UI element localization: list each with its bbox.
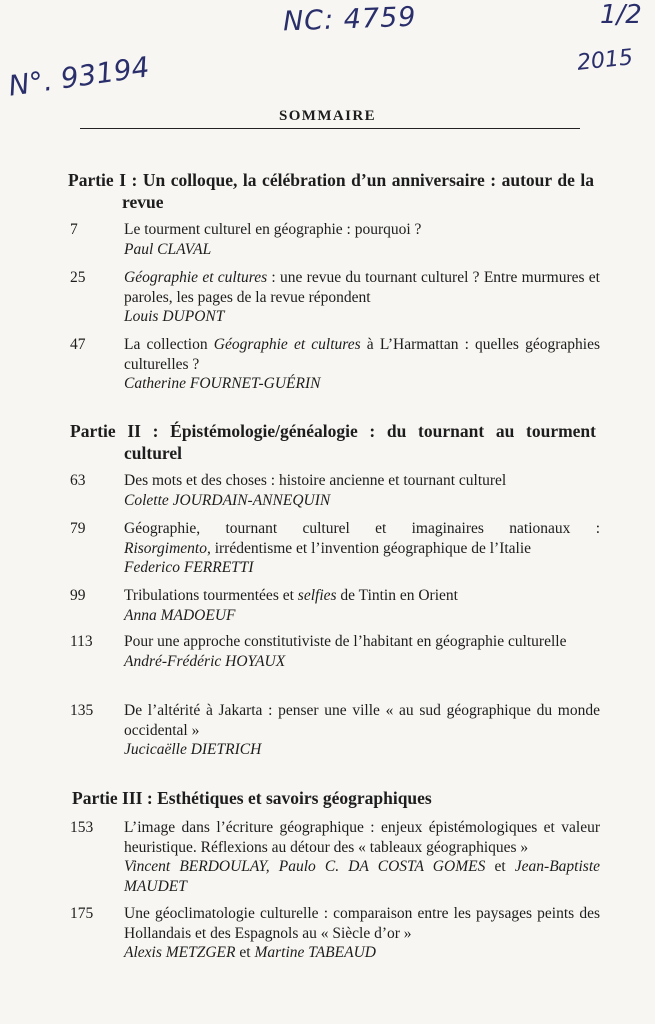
toc-entry	[70, 904, 600, 963]
entry-page-number: 175	[70, 905, 94, 922]
entry-author	[124, 943, 600, 963]
entry-page-number: 135	[70, 702, 94, 719]
toc-entry	[70, 471, 600, 510]
entry-title-start: Tribulations tourmentées et	[124, 587, 298, 604]
part-3-heading-text	[72, 787, 598, 809]
entry-page-number: 79	[70, 520, 86, 537]
toc-entry	[70, 268, 600, 327]
entry-title: L’image dans l’écriture géographique : enjeux épistémologiques et valeur heuristique. Réflexions au détour des « tableaux géographiques »	[124, 819, 600, 856]
entry-title: Une géoclimatologie culturelle : comparaison entre les paysages peints des Hollandais et des Espagnols au « Siècle d’or »	[124, 905, 600, 942]
entry-page-number: 63	[70, 472, 86, 489]
part-2-label: Partie II :	[70, 421, 159, 441]
entry-author-conjunction: et	[235, 944, 255, 961]
part-1-title: Un colloque, la célébration d’un anniversaire : autour de la revue	[122, 170, 594, 212]
entry-title-italic: Géographie et cultures	[124, 269, 268, 286]
entry-page-number: 7	[70, 221, 78, 238]
entry-author-conjunction: et	[485, 858, 515, 875]
entry-author: André-Frédéric HOYAUX	[124, 652, 286, 670]
entry-title-rest: , irrédentisme et l’invention géographique de l’Italie	[206, 539, 532, 557]
entry-page-number: 153	[70, 819, 94, 836]
entry-author-last: Martine TABEAUD	[254, 944, 376, 961]
entry-title	[124, 586, 600, 606]
part-2-title: Épistémologie/généalogie : du tournant au tourment culturel	[124, 421, 596, 463]
entry-author	[124, 857, 600, 896]
handwritten-inventory-number: N°. 93194	[6, 50, 152, 103]
entry-page-number: 47	[70, 336, 86, 353]
entry-author-last: Jean-Baptiste MAUDET	[124, 858, 601, 895]
part-3-label: Partie III :	[72, 788, 153, 808]
entry-title-rest: à L’Harmattan : quelles géographies culturelles ?	[124, 336, 600, 373]
entry-title	[124, 519, 600, 558]
entry-title-italic: Risorgimento	[124, 539, 207, 557]
toc-entry	[70, 519, 600, 578]
toc-entry	[70, 818, 600, 896]
entry-page-number: 25	[70, 269, 86, 286]
part-heading-3	[72, 787, 598, 809]
entry-author: Catherine FOURNET-GUÉRIN	[124, 375, 321, 392]
entry-title: Pour une approche constitutiviste de l’habitant en géographie culturelle	[124, 633, 567, 650]
entry-author: Anna MADOEUF	[124, 606, 236, 624]
entry-title-start: Géographie, tournant culturel et imaginaires nationaux :	[124, 520, 600, 537]
entry-page-number: 99	[70, 587, 86, 604]
entry-title: Le tourment culturel en géographie : pourquoi ?	[124, 221, 422, 238]
part-1-heading-text	[68, 169, 594, 213]
part-heading-1	[68, 169, 594, 213]
entry-author: Louis DUPONT	[124, 308, 225, 325]
entry-title: Des mots et des choses : histoire ancienne et tournant culturel	[124, 472, 507, 489]
entry-title: De l’altérité à Jakarta : penser une ville « au sud géographique du monde occidental »	[124, 702, 600, 739]
handwritten-nc-note: NC: 4759	[282, 1, 417, 38]
entry-author: Colette JOURDAIN-ANNEQUIN	[124, 491, 331, 509]
toc-entry	[70, 335, 600, 394]
part-2-heading-text	[70, 420, 596, 464]
entry-title	[124, 335, 600, 374]
title-rule	[80, 128, 580, 129]
part-1-label: Partie I :	[68, 170, 138, 190]
entry-author: Paul CLAVAL	[124, 240, 212, 258]
handwritten-year-note: 2015	[575, 45, 635, 76]
entry-title-start: La collection	[124, 336, 214, 353]
entry-title-rest: : une revue du tournant culturel ? Entre murmures et paroles, les pages de la revue répondent	[124, 269, 600, 306]
entry-title-rest: de Tintin en Orient	[336, 587, 458, 604]
part-heading-2	[70, 420, 596, 464]
entry-title	[124, 268, 600, 307]
entry-author: Federico FERRETTI	[124, 559, 254, 576]
toc-entry	[70, 586, 600, 625]
part-3-title: Esthétiques et savoirs géographiques	[157, 788, 432, 808]
entry-author-main: Vincent BERDOULAY, Paulo C. DA COSTA GOMES	[124, 858, 486, 875]
entry-title-italic: Géographie et cultures	[213, 336, 361, 353]
page-title: SOMMAIRE	[278, 108, 377, 124]
entry-author: Jucicaëlle DIETRICH	[124, 741, 262, 758]
entry-author-main: Alexis METZGER	[124, 944, 236, 961]
toc-entry	[70, 220, 600, 259]
toc-entry	[70, 701, 600, 760]
handwritten-volume-note: 1/2	[600, 0, 642, 30]
toc-entry	[70, 632, 600, 671]
entry-page-number: 113	[70, 633, 93, 650]
entry-title-italic: selfies	[297, 587, 337, 604]
